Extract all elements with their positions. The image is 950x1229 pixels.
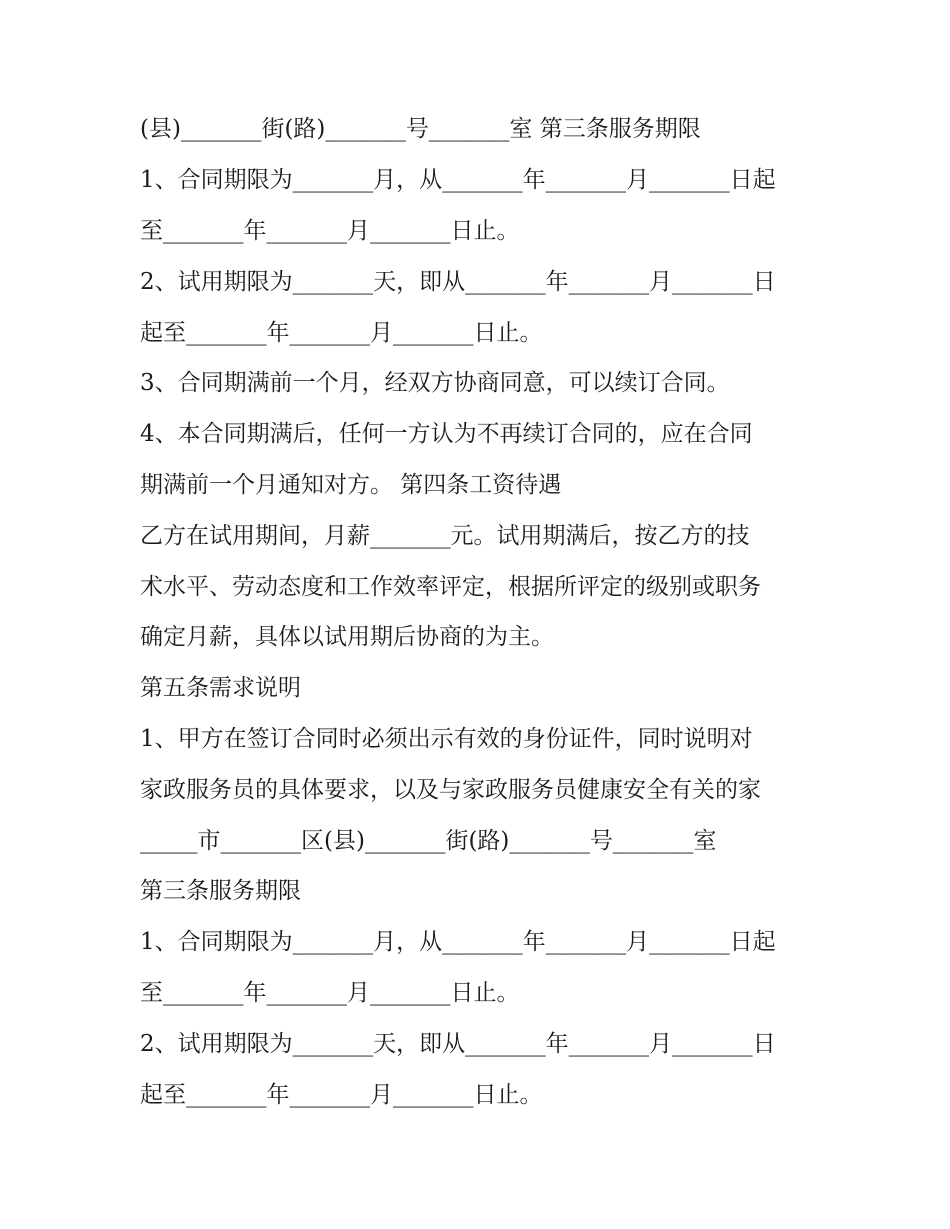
text-line: 2、试用期限为_______天，即从_______年_______月_______日 [140,269,776,295]
text-line: 乙方在试用期间，月薪_______元。试用期满后，按乙方的技 [140,523,750,549]
text-line: 确定月薪，具体以试用期后协商的为主。 [140,624,554,650]
text-line: 家政服务员的具体要求，以及与家政服务员健康安全有关的家 [140,777,761,803]
text-line: 起至_______年_______月_______日止。 [140,1082,543,1108]
text-line: 术水平、劳动态度和工作效率评定，根据所评定的级别或职务 [140,574,761,600]
text-line: 至_______年_______月_______日止。 [140,218,520,244]
text-line: 3、合同期满前一个月，经双方协商同意，可以续订合同。 [140,370,730,396]
text-line: 4、本合同期满后，任何一方认为不再续订合同的，应在合同 [140,421,753,447]
text-line: 1、合同期限为_______月，从_______年_______月_______日起 [140,929,776,955]
section-heading: 第五条需求说明 [140,675,301,701]
section-heading: 第三条服务期限 [140,878,301,904]
text-line: 期满前一个月通知对方。 第四条工资待遇 [140,472,562,498]
text-line: 2、试用期限为_______天，即从_______年_______月_______日 [140,1031,776,1057]
text-line: _____市_______区(县)_______街(路)_______号_______室 [140,828,717,854]
text-line: 起至_______年_______月_______日止。 [140,320,543,346]
text-line: 至_______年_______月_______日止。 [140,980,520,1006]
text-line: 1、合同期限为_______月，从_______年_______月_______日起 [140,167,776,193]
text-line: 1、甲方在签订合同时必须出示有效的身份证件，同时说明对 [140,726,753,752]
text-line: (县)_______街(路)_______号_______室 第三条服务期限 [140,116,701,142]
